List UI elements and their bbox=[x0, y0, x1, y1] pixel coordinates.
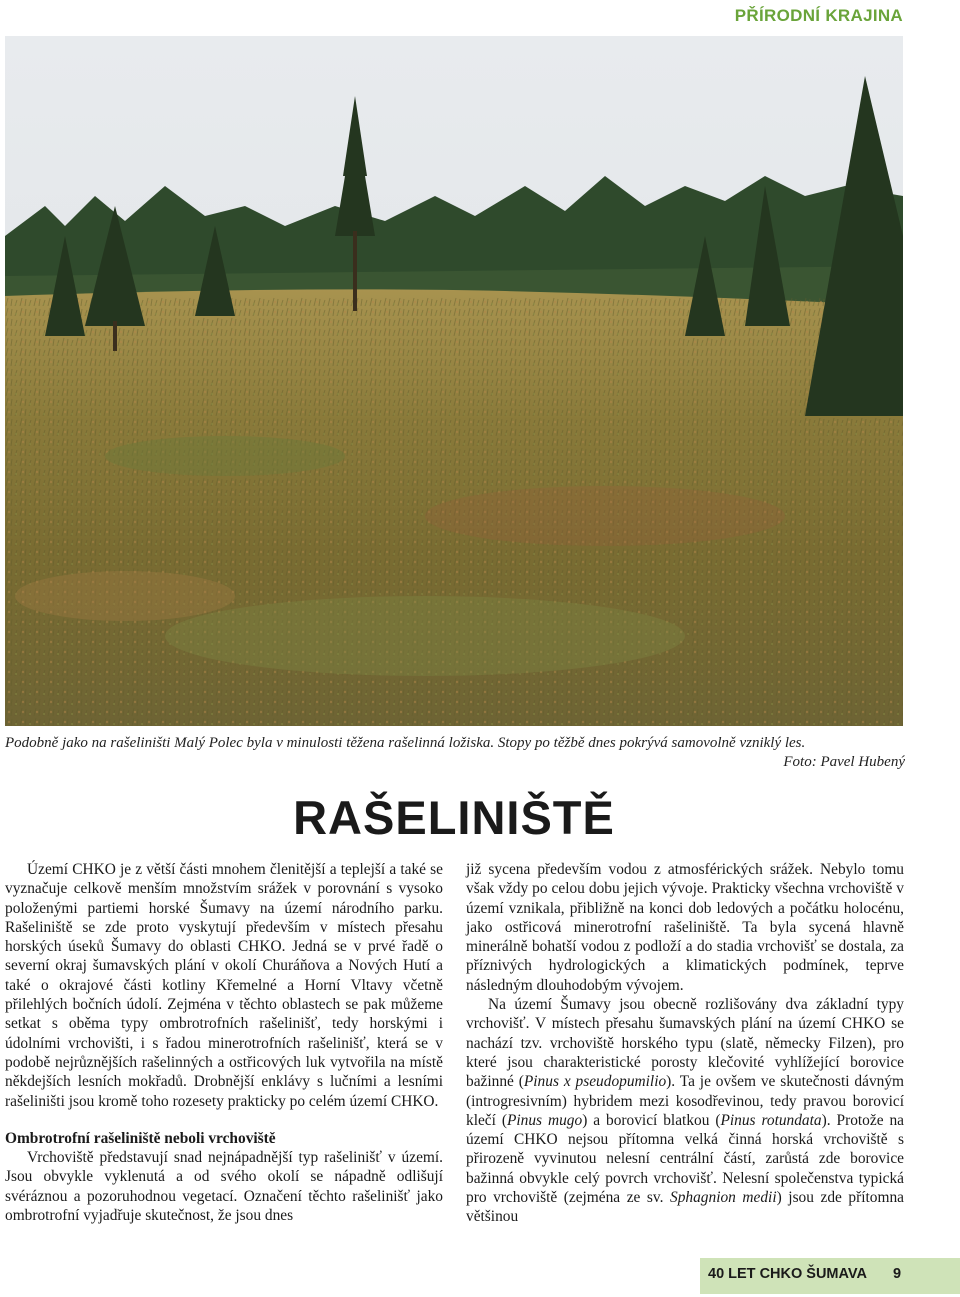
text-run: ). Protože na území CHKO nejsou přítomna velká činná horská vrchoviště s přirozeně vyvinutou nelesní centrální částí, zarůstá zde borovice bažinná obvykle celý povrch vrchovišť. Nelesní společenstva typická pro vrchoviště (zejména ze sv. bbox=[466, 1111, 904, 1207]
section-subheading: Ombrotrofní rašeliniště neboli vrchoviště bbox=[5, 1129, 276, 1147]
footer-publication: 40 LET CHKO ŠUMAVA bbox=[708, 1266, 867, 1282]
left-column bbox=[5, 860, 443, 1225]
intro-paragraph: Území CHKO je z větší části mnohem členitější a teplejší a také se vyznačuje celkově menším množstvím srážek v porovnání s vysoko položenými partiemi horské Šumavy na území národního parku. Rašeliniště se zde proto vyskytují především v místech přesahu horských úseků Šumavy do oblasti CHKO. Jedná se v prvé řadě o severní okraj šumavských plání v okolí Churáňova a Nových Hutí a také o okrajové části kotliny Křemelné a Horní Vltavy včetně přilehlých bočních údolí. Zejména v těchto oblastech se pak můžeme setkat s oběma typy ombrotrofních rašelinišť, tedy horskými i údolními vrchovišti, i s řadou minerotrofních rašelinišť, která se v podobě nejrůznějších rašelinných a ostřicových luk vytvořila na místě někdejších lesních mokřadů. Drobnější enklávy s lučními a lesními rašeliništi jsou kromě toho rozesety prakticky po celém území CHKO. bbox=[5, 861, 443, 1110]
page-number: 9 bbox=[893, 1266, 902, 1282]
latin-name: Pinus mugo bbox=[506, 1111, 583, 1129]
latin-name: Pinus rotundata bbox=[720, 1111, 822, 1129]
photo-credit: Foto: Pavel Hubený bbox=[783, 754, 905, 770]
continued-paragraph: již sycena především vodou z atmosférických srážek. Nebylo tomu však vždy po celou dobu jejich vývoje. Prakticky všechna vrchoviště v území vznikala, přibližně na konci dob ledových a počátku holocénu, jako ostřicová minerotrofní rašeliniště. Ta byla sycená hlavně minerálně bohatší vodou z podloží a do stadia vrchovišť se dostala, za příznivých hydrologických a klimatických podmínek, teprve následným dlouhodobým vývojem. bbox=[466, 861, 904, 994]
types-paragraph bbox=[466, 995, 904, 1227]
landscape-illustration bbox=[5, 36, 903, 726]
text-run: ) jsou zde přítomna většinou bbox=[466, 1189, 904, 1226]
text-run: ). Ta je ovšem ve skutečnosti dávným (introgresivním) hybridem mezi kosodřevinou, tedy pravou borovicí klečí ( bbox=[466, 1073, 904, 1129]
body-paragraph: Vrchoviště představují snad nejnápadnější typ rašelinišť v území. Jsou obvykle vyklenutá a od svého okolí se nápadně odlišují svéráznou a pozoruhodnou vegetací. Označení těchto rašelinišť jako ombrotrofní vyjadřuje skutečnost, že jsou dnes bbox=[5, 1149, 443, 1225]
right-column bbox=[466, 860, 904, 1227]
latin-name: Sphagnion medii bbox=[670, 1189, 777, 1207]
peat-bog-photo bbox=[5, 36, 903, 726]
article-title: RAŠELINIŠTĚ bbox=[293, 791, 615, 844]
latin-name: Pinus x pseudopumilio bbox=[523, 1073, 667, 1091]
text-run: Na území Šumavy jsou obecně rozlišovány dva základní typy vrchovišť. V místech přesahu šumavských plání na území CHKO se nachází tzv. vrchoviště horského typu (slatě, německy Filzen), pro které jsou charakteristické porosty klečovité vyhlížející borovice bažinné ( bbox=[466, 996, 904, 1091]
photo-caption bbox=[5, 734, 905, 770]
section-label: PŘÍRODNÍ KRAJINA bbox=[734, 6, 903, 25]
text-run: ) a borovicí blatkou ( bbox=[582, 1111, 721, 1129]
caption-text: Podobně jako na rašeliništi Malý Polec byla v minulosti těžena rašelinná ložiska. Stopy po těžbě dnes pokrývá samovolně vzniklý les. bbox=[5, 735, 806, 751]
